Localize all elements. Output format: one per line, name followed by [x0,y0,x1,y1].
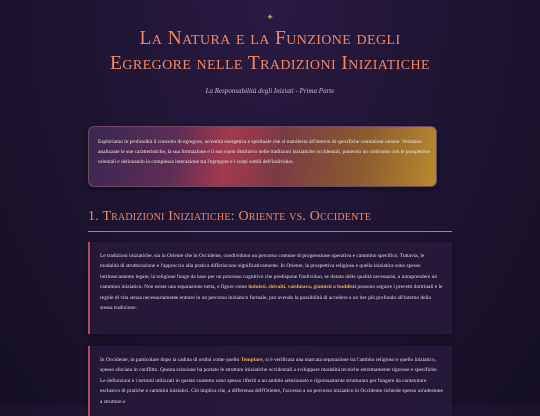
paragraph-card [88,242,452,334]
intro-box [88,126,437,187]
paragraph-text-end: possono seguire i precetti dottrinali e le regole di vita senza necessariamente entrare in un percorso iniziatico formale, pur avendo la possibilità di accedere a un iter più profondo all'interno della stessa tradizione. [100,284,443,312]
intro-text: Esploriamo in profondità il concetto di egregore, un'entità energetica e spirituale che si manifesta all'interno di specifiche comunioni umane. Verranno analizzate le sue caratteristiche, la sua formazione e il suo ruolo distintivo nelle tradizioni iniziatiche occidentali, ponendo un confronto con le prospettive orientali e delineando la complessa interazione tra l'egregore e i corpi sottili dell'individuo. [98,139,430,166]
paragraph-text-end: , si è verificata una marcata separazione tra l'ambito religioso e quello iniziatico, spesso sfociata in conflitto. Questa scissione ha portato le strutture iniziatiche occidentali a sviluppare modalità tecniche estremamente rigorose e specifiche. Le definizioni e i termini utilizzati in questo contesto sono spesso riferiti a un ambito selezionato e rigorosamente strutturato per fungere da contenitore esclusivo di pratiche e cammini iniziatici. Ciò implica che, a differenza dell'Oriente, l'accesso a un percorso iniziatico in Occidente richiede spesso un'adesione a strutture e [100,357,443,405]
paragraph-card [88,346,452,416]
page-title-line-2: Egregore nelle Tradizioni Iniziatiche [110,53,430,74]
ornament-star-icon: ✦ [266,13,274,23]
paragraph-text [100,251,444,313]
highlighted-term: Templare [240,357,263,363]
page-title [0,26,540,76]
paragraph-text [100,355,444,407]
paragraph-text-start: In Occidente, in particolare dopo la caduta di ordini come quello [100,357,241,363]
section-divider [88,231,452,232]
highlighted-terms: induisti, shivaiti, vaishnava, giainisti o buddisti [248,284,357,291]
section-heading: 1. Tradizioni Iniziatiche: Oriente vs. Occidente [88,209,372,224]
paragraph-text-start: Le tradizioni iniziatiche, sia in Oriente che in Occidente, condividono un percorso comune di progressione operativa e cammino specifico. Tuttavia, le modalità di strutturazione e l'approccio alla pratica differiscono significativamente. In Oriente, la prospettiva religiosa e quella iniziatica sono spesso intrinsecamente legate; la religione funge da base per un processo cognitivo che predispone l'individuo, se dotato delle qualità necessarie, a intraprendere un cammino iniziatico. Non esiste una separazione netta, e figure come [100,253,438,291]
page-subtitle: La Responsabilità degli Iniziati - Prima Parte [205,87,335,95]
page-title-line-1: La Natura e la Funzione degli [139,28,401,49]
